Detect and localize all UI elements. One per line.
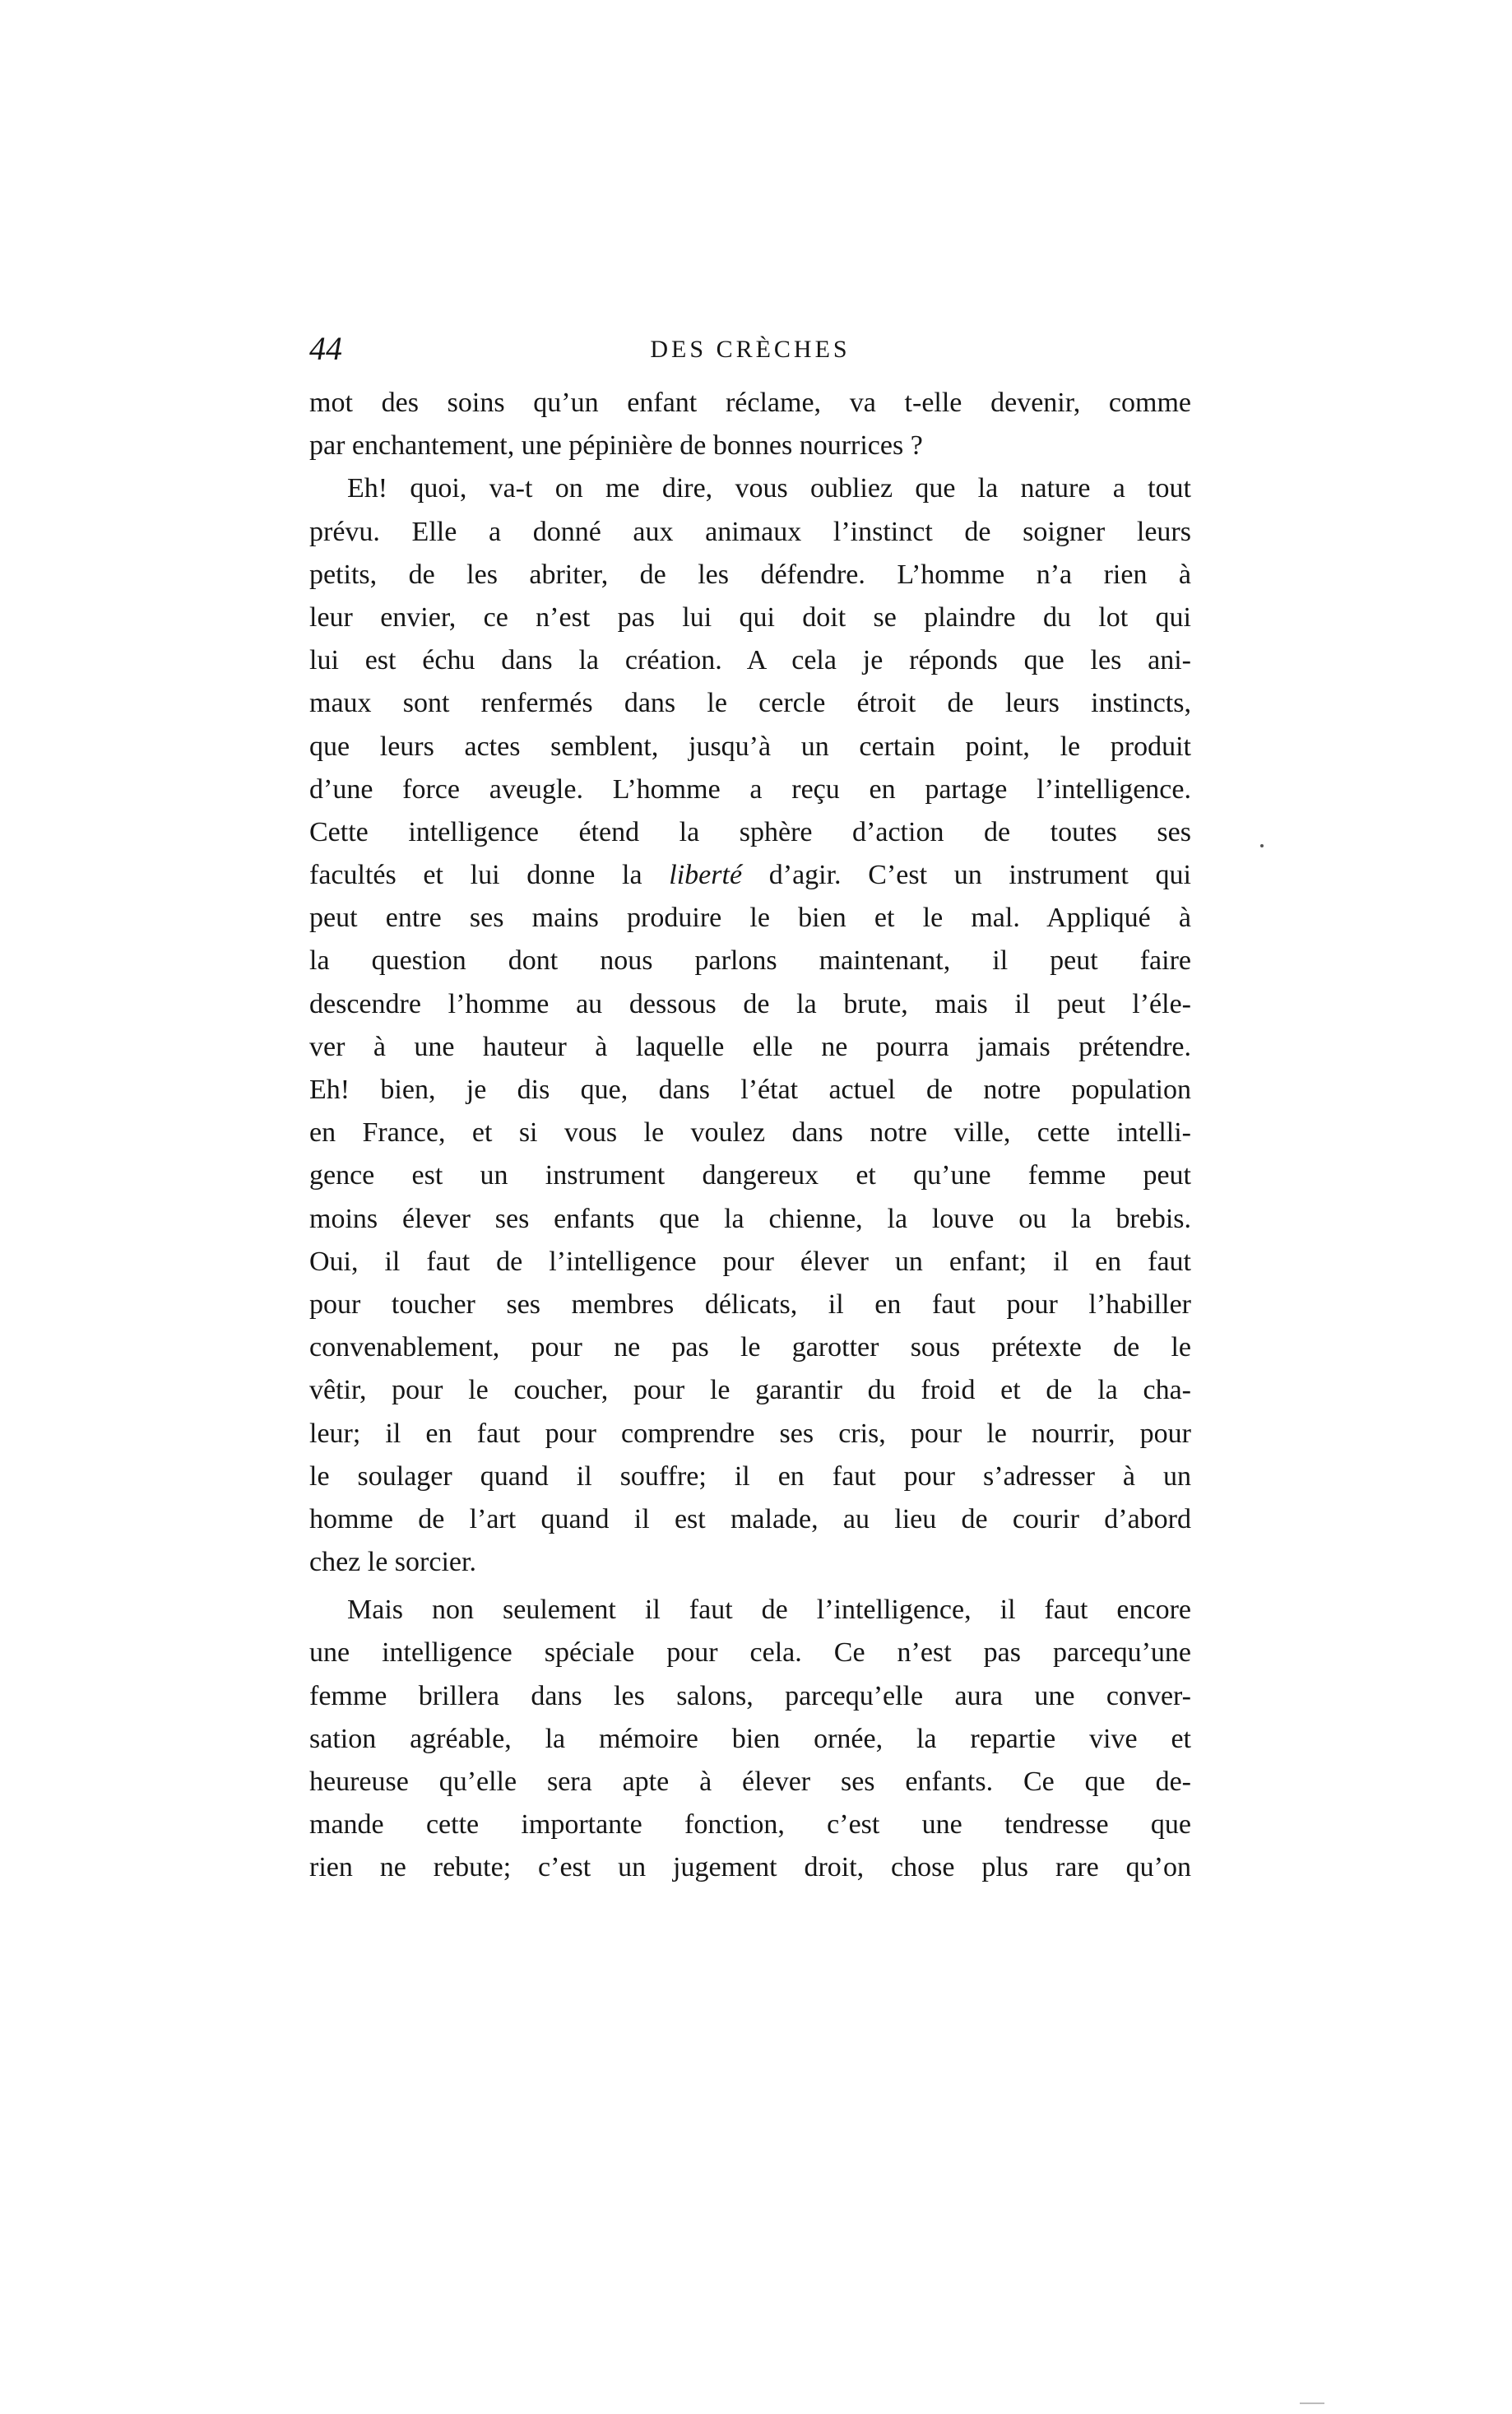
text-line: sation agréable, la mémoire bien ornée, la repartie vive et [309, 1723, 1191, 1754]
paragraph-2 [309, 467, 1191, 1584]
text-line: Oui, il faut de l’intelligence pour élever un enfant; il en faut [309, 1246, 1191, 1277]
paragraph-3 [309, 1589, 1191, 1889]
text-line: gence est un instrument dangereux et qu’une femme peut [309, 1160, 1191, 1191]
body-text [309, 382, 1191, 1890]
text-line: la question dont nous parlons maintenant, il peut faire [309, 945, 1191, 977]
text-line: peut entre ses mains produire le bien et le mal. Appliqué à [309, 903, 1191, 934]
text-line: en France, et si vous le voulez dans notre ville, cette intelli- [309, 1117, 1191, 1149]
text-line: ver à une hauteur à laquelle elle ne pourra jamais prétendre. [309, 1031, 1191, 1062]
page-number: 44 [309, 330, 342, 367]
text-line: heureuse qu’elle sera apte à élever ses enfants. Ce que de- [309, 1766, 1191, 1797]
text-line: rien ne rebute; c’est un jugement droit, chose plus rare qu’on [309, 1852, 1191, 1883]
text-line: par enchantement, une pépinière de bonnes nourrices ? [309, 430, 923, 462]
text-line: maux sont renfermés dans le cercle étroit de leurs instincts, [309, 688, 1191, 719]
text-line: convenablement, pour ne pas le garotter sous prétexte de le [309, 1332, 1191, 1363]
text-line: que leurs actes semblent, jusqu’à un certain point, le produit [309, 731, 1191, 762]
text-line: Eh! quoi, va-t on me dire, vous oubliez que la nature a tout [347, 473, 1191, 504]
paragraph-1 [309, 382, 1191, 467]
text-line: lui est échu dans la création. A cela je réponds que les ani- [309, 645, 1191, 676]
page-header [309, 327, 1191, 370]
text-line: Eh! bien, je dis que, dans l’état actuel de notre population [309, 1075, 1191, 1105]
text-line: descendre l’homme au dessous de la brute, mais il peut l’éle- [309, 988, 1191, 1019]
text-line: mande cette importante fonction, c’est une tendresse que [309, 1809, 1191, 1841]
text-line: homme de l’art quand il est malade, au lieu de courir d’abord [309, 1503, 1191, 1534]
text-line: d’une force aveugle. L’homme a reçu en partage l’intelligence. [309, 773, 1191, 805]
scan-speck [1260, 844, 1264, 847]
scan-speck [1300, 2402, 1324, 2404]
text-line: facultés et lui donne la liberté d’agir. C’est un instrument qui [309, 860, 1191, 891]
text-line: prévu. Elle a donné aux animaux l’instinct de soigner leurs [309, 516, 1191, 547]
text-line: Cette intelligence étend la sphère d’action de toutes ses [309, 816, 1191, 847]
text-line: mot des soins qu’un enfant réclame, va t-elle devenir, comme [309, 388, 1191, 418]
text-line: petits, de les abriter, de les défendre. L’homme n’a rien à [309, 559, 1191, 590]
text-line: leur envier, ce n’est pas lui qui doit se plaindre du lot qui [309, 601, 1191, 633]
text-line: moins élever ses enfants que la chienne, la louve ou la brebis. [309, 1203, 1191, 1234]
text-line: leur; il en faut pour comprendre ses cris, pour le nourrir, pour [309, 1418, 1191, 1449]
text-line: pour toucher ses membres délicats, il en faut pour l’habiller [309, 1288, 1191, 1320]
text-line: le soulager quand il souffre; il en faut pour s’adresser à un [309, 1460, 1191, 1492]
text-line: Mais non seulement il faut de l’intelligence, il faut encore [347, 1595, 1191, 1626]
text-line: chez le sorcier. [309, 1547, 476, 1578]
running-title: DES CRÈCHES [650, 336, 851, 363]
text-line: femme brillera dans les salons, parcequ’elle aura une conver- [309, 1680, 1191, 1711]
text-line: une intelligence spéciale pour cela. Ce n’est pas parcequ’une [309, 1637, 1191, 1669]
text-line: vêtir, pour le coucher, pour le garantir du froid et de la cha- [309, 1375, 1191, 1406]
